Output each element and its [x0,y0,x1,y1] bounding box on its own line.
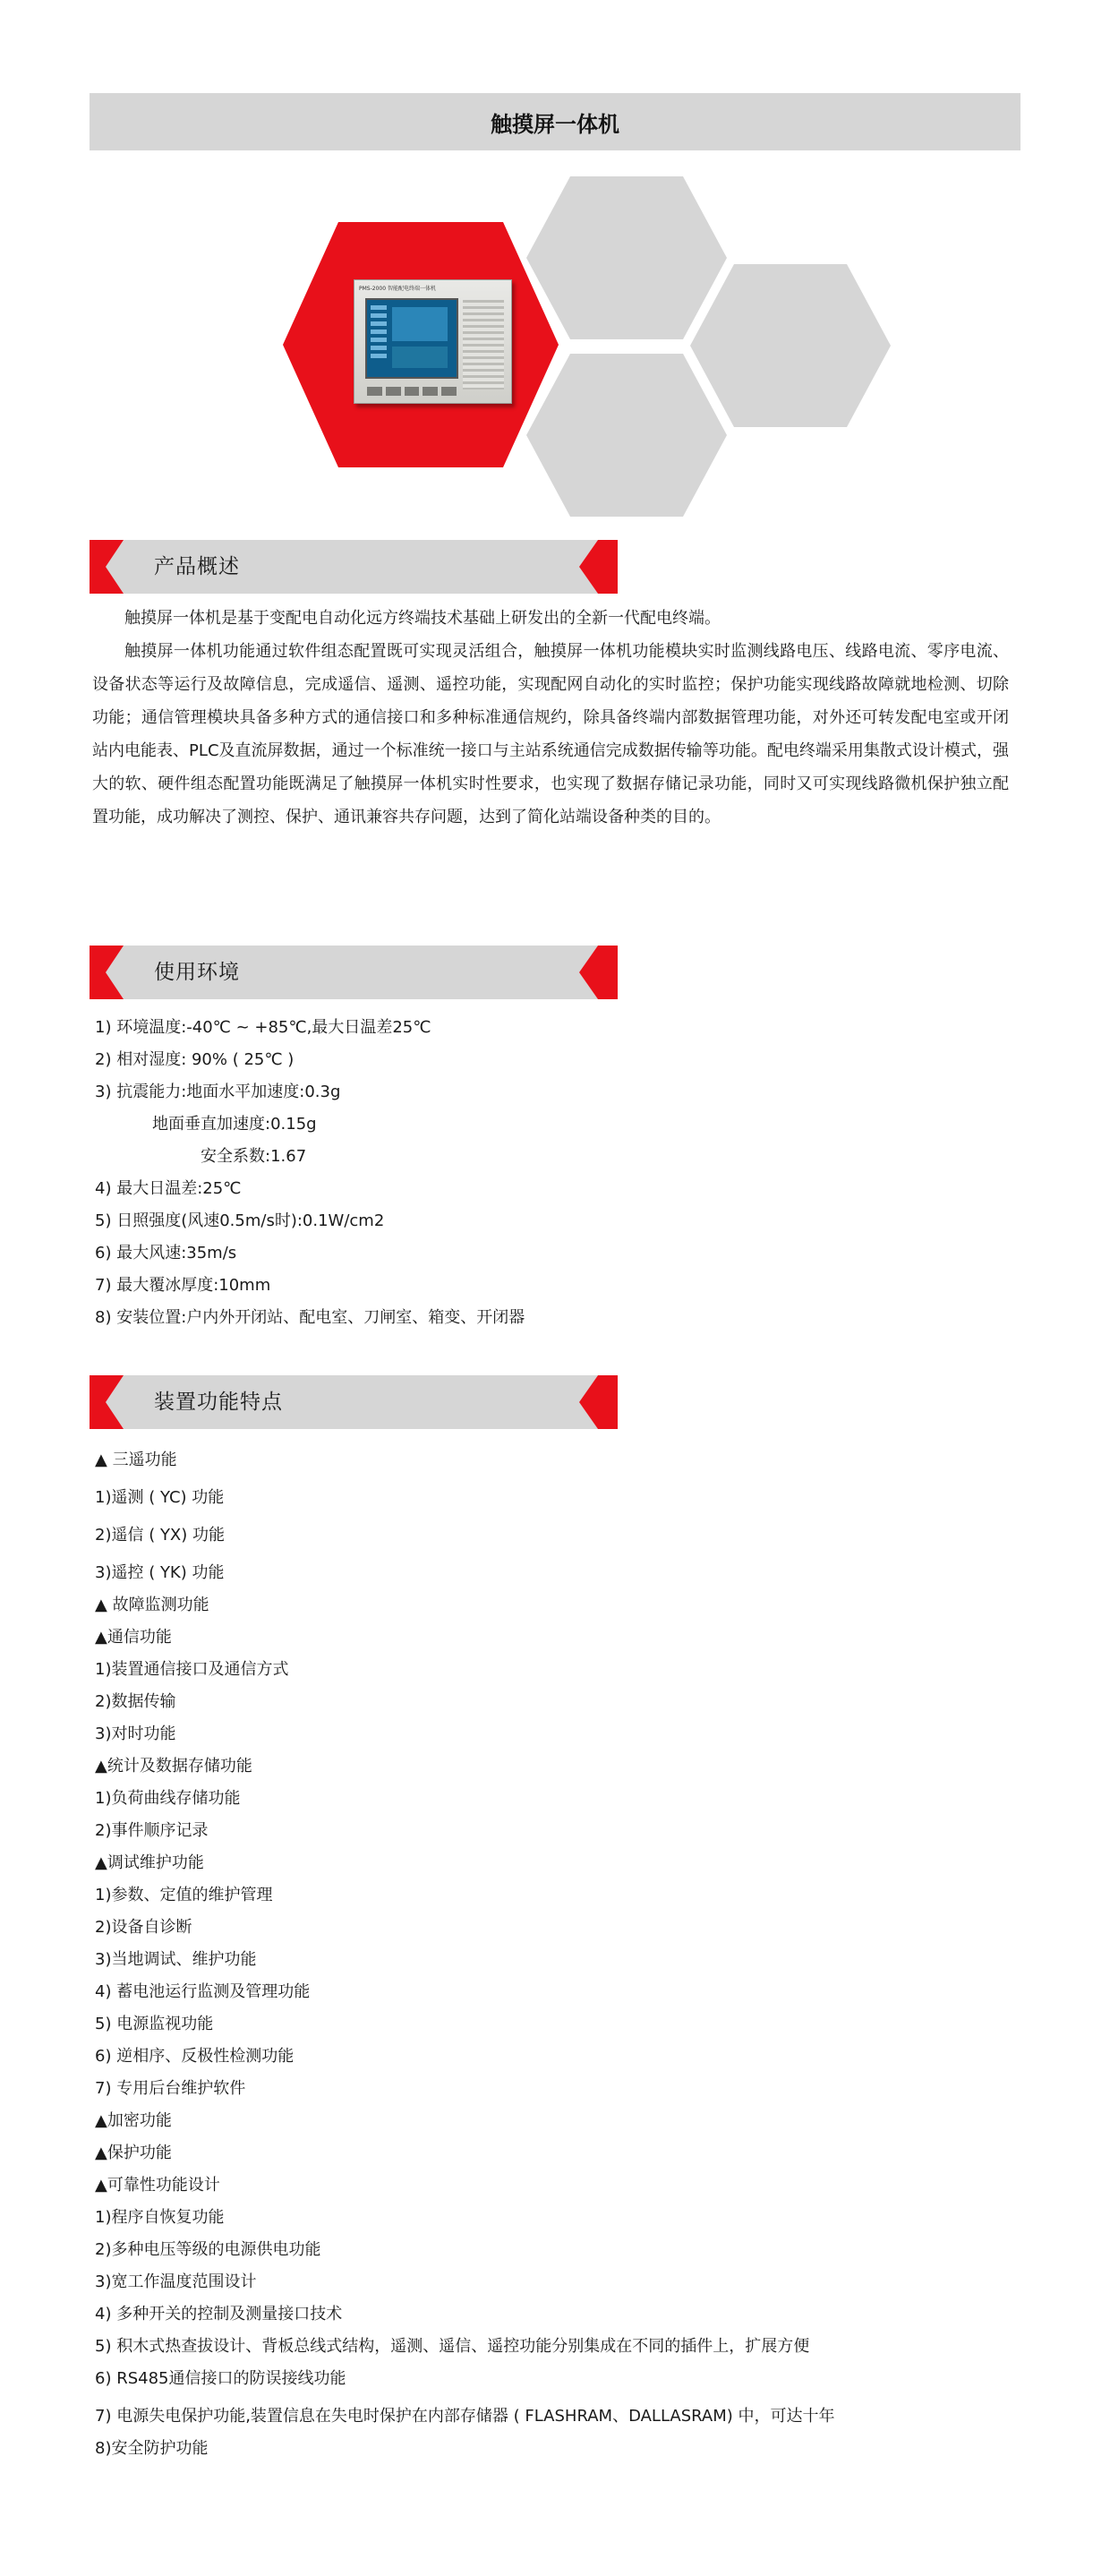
hexagon-gray-right [690,264,891,427]
list-item: 4) 多种开关的控制及测量接口技术 [95,2305,343,2324]
page-title: 触摸屏一体机 [90,93,1020,150]
section-title-environment: 使用环境 [154,961,240,984]
list-item: 1) 环境温度:-40℃ ~ +85℃,最大日温差25℃ [95,1018,431,1037]
overview-text [92,602,1009,834]
list-item: 3)当地调试、维护功能 [95,1950,257,1969]
list-item: 3)对时功能 [95,1724,176,1743]
device-label: PMS-2000 智能配电终端一体机 [359,286,436,292]
device-screen [365,298,458,379]
list-item: 2) 相对湿度: 90% ( 25℃ ) [95,1050,295,1069]
list-item: ▲ 三遥功能 [95,1451,177,1469]
list-item: 4) 最大日温差:25℃ [95,1179,242,1198]
list-item: 4) 蓄电池运行监测及管理功能 [95,1982,311,2001]
overview-paragraph-1: 触摸屏一体机是基于变配电自动化远方终端技术基础上研发出的全新一代配电终端。 [124,609,721,628]
list-item: 7) 专用后台维护软件 [95,2079,246,2098]
section-header-overview [90,540,618,594]
list-item: 8)安全防护功能 [95,2439,209,2458]
list-item: 2)遥信 ( YX) 功能 [95,1526,226,1545]
list-item: ▲通信功能 [95,1628,172,1647]
list-item: 5) 积木式热查拔设计、背板总线式结构，遥测、遥信、遥控功能分别集成在不同的插件上，扩展方便 [95,2337,810,2356]
list-item: 地面垂直加速度:0.15g [152,1115,317,1134]
hexagon-gray-bottom [526,354,727,517]
list-item: ▲调试维护功能 [95,1853,204,1872]
list-item: 1)装置通信接口及通信方式 [95,1660,289,1679]
hexagon-cluster [0,0,1110,537]
list-item: 6) 最大风速:35m/s [95,1244,237,1262]
list-item: 2)多种电压等级的电源供电功能 [95,2240,321,2259]
device-image [354,279,512,404]
list-item: ▲统计及数据存储功能 [95,1757,252,1776]
section-title-features: 装置功能特点 [154,1391,283,1414]
list-item: 3) 抗震能力:地面水平加速度:0.3g [95,1083,341,1101]
list-item: 1)程序自恢复功能 [95,2208,225,2227]
hexagon-gray-top [526,176,727,339]
list-item: 2)事件顺序记录 [95,1821,209,1840]
list-item: 8) 安装位置:户内外开闭站、配电室、刀闸室、箱变、开闭器 [95,1308,525,1327]
list-item: 6) RS485通信接口的防误接线功能 [95,2369,346,2388]
list-item: 1)参数、定值的维护管理 [95,1886,273,1904]
list-item: 2)数据传输 [95,1692,176,1711]
overview-paragraph-2: 触摸屏一体机功能通过软件组态配置既可实现灵活组合，触摸屏一体机功能模块实时监测线路电压、线路电流、零序电流、设备状态等运行及故障信息，完成遥信、遥测、遥控功能，实现配网自动化的实时监控；保护功能实现线路故障就地检测、切除功能；通信管理模块具备多种方式的通信接口和多种标准通信规约，除具备终端内部数据管理功能，对外还可转发配电室或开闭站内电能表、PLC及直流屏数据，通过一个标准统一接口与主站系统通信完成数据传输等功能。配电终端采用集散式设计模式，强大的软、硬件组态配置功能既满足了触摸屏一体机实时性要求，也实现了数据存储记录功能，同时又可实现线路微机保护独立配置功能，成功解决了测控、保护、通讯兼容共存问题，达到了简化站端设备种类的目的。 [92,642,1009,826]
list-item: 安全系数:1.67 [201,1147,307,1166]
list-item: ▲ 故障监测功能 [95,1596,209,1614]
section-title-overview: 产品概述 [154,555,240,578]
list-item: ▲加密功能 [95,2111,172,2130]
device-buttons [367,387,457,396]
list-item: ▲可靠性功能设计 [95,2176,220,2195]
list-item: 6) 逆相序、反极性检测功能 [95,2047,295,2066]
list-item: 7) 最大覆冰厚度:10mm [95,1276,271,1295]
list-item: 5) 日照强度(风速0.5m/s时):0.1W/cm2 [95,1211,385,1230]
list-item: ▲保护功能 [95,2144,172,2162]
list-item: 5) 电源监视功能 [95,2015,214,2033]
section-header-features [90,1375,618,1429]
list-item: 1)遥测 ( YC) 功能 [95,1488,225,1507]
list-item: 2)设备自诊断 [95,1918,192,1937]
list-item: 7) 电源失电保护功能,装置信息在失电时保护在内部存储器 ( FLASHRAM、DALLASRAM) 中，可达十年 [95,2407,835,2426]
list-item: 3)宽工作温度范围设计 [95,2272,257,2291]
list-item: 3)遥控 ( YK) 功能 [95,1563,225,1582]
list-item: 1)负荷曲线存储功能 [95,1789,241,1808]
device-vents [463,300,504,389]
section-header-environment [90,946,618,999]
